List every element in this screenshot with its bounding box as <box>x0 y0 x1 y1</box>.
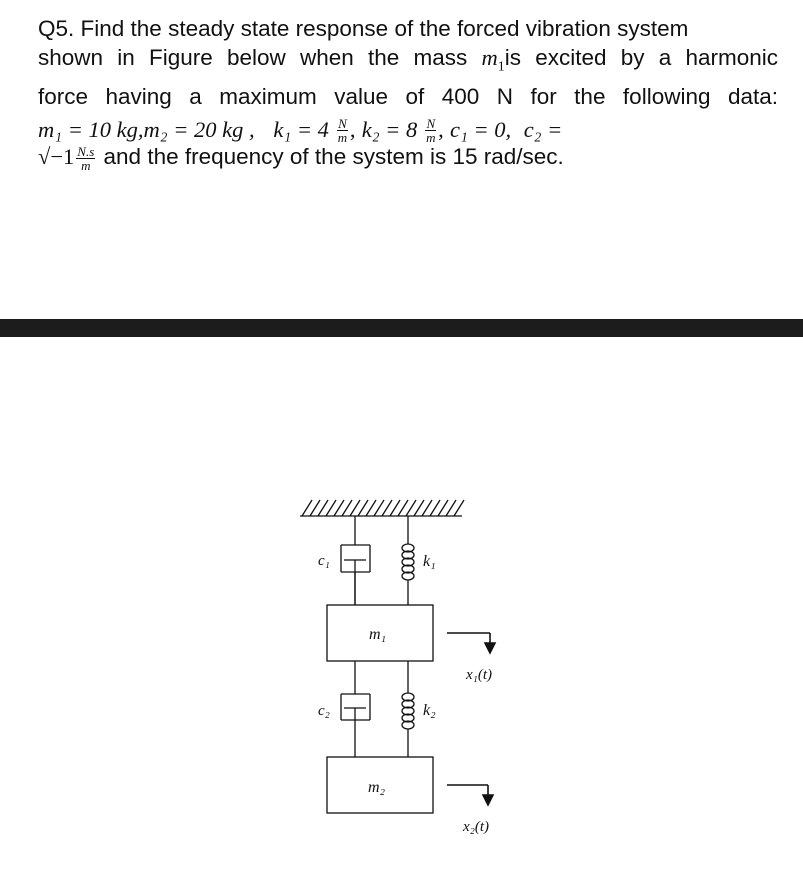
question-line-1: Q5. Find the steady state response of the forced vibration system <box>38 16 689 41</box>
label-m2: m₂ <box>368 779 386 796</box>
question-line-3: force having a maximum value of 400 N for the following data: <box>38 83 778 109</box>
sqrt-expression: √−1 <box>38 144 75 170</box>
k1-value: k₁ = 4 <box>273 116 329 142</box>
spring-k1 <box>402 516 414 605</box>
question-text <box>38 14 778 172</box>
mass-subscript: 1 <box>497 59 505 75</box>
c2-unit-fraction <box>76 145 95 172</box>
frequency-text: and the frequency of the system is 15 rad/sec. <box>97 144 564 170</box>
c2-unit-den: m <box>81 157 91 173</box>
label-m1: m₁ <box>369 626 387 643</box>
c2-unit-num: N.s <box>77 143 95 159</box>
label-c1: c₁ <box>318 553 330 569</box>
damper-c1 <box>341 516 370 605</box>
k2-unit-den: m <box>426 130 436 146</box>
k1-unit-num: N <box>338 116 347 132</box>
k2-unit-num: N <box>426 116 436 132</box>
k2-value: k₂ = 8 <box>361 116 418 142</box>
damper-c2 <box>341 661 370 757</box>
k2-unit-fraction <box>425 117 436 144</box>
k1-unit-den: m <box>337 130 348 146</box>
displacement-arrow-x1 <box>447 633 495 653</box>
label-k1: k₁ <box>423 553 436 570</box>
question-line-2 <box>38 43 778 82</box>
label-x1: x₁(t) <box>466 667 493 683</box>
c2-value: c₂ = <box>523 116 563 142</box>
spring-k2 <box>402 661 414 757</box>
m1-value: m₁ = 10 kg, <box>38 116 144 142</box>
label-k2: k₂ <box>423 702 436 719</box>
k2-separator: , <box>438 116 444 142</box>
question-line-2-start: shown in Figure below when the mass <box>38 45 482 70</box>
question-line-5 <box>38 142 778 172</box>
label-x2: x₂(t) <box>463 819 490 835</box>
fixed-support <box>300 500 464 516</box>
label-c2: c₂ <box>318 703 330 719</box>
mass-variable: m <box>481 45 498 70</box>
c1-value: c₁ = 0, <box>450 116 512 142</box>
divider-bar <box>0 319 803 337</box>
k1-separator: , <box>349 116 356 142</box>
two-dof-system-diagram <box>0 480 803 840</box>
displacement-arrow-x2 <box>447 785 493 805</box>
k1-unit-fraction <box>337 117 348 144</box>
question-line-2-end: is excited by a harmonic <box>504 45 778 70</box>
m2-value: m₂ = 20 kg , <box>143 116 255 142</box>
question-line-4 <box>38 115 778 145</box>
